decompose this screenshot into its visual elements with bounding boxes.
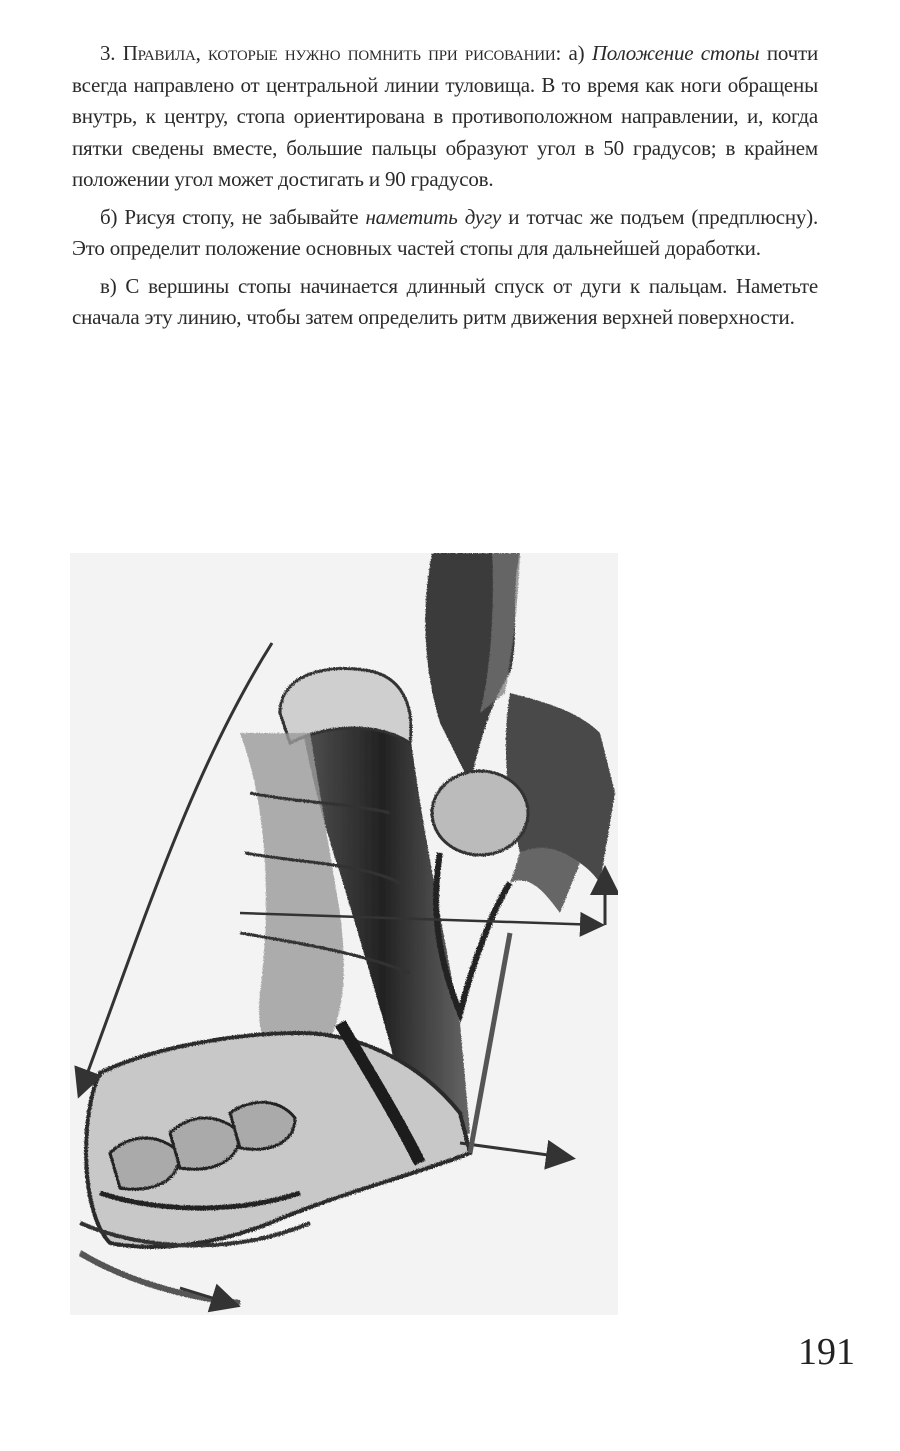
paragraph-b-text: и тотчас же подъем (предплюсну). Это определит положение основных частей стопы для дальнейшей доработки. <box>72 204 818 260</box>
paragraph-rule-3 <box>72 38 818 196</box>
paragraph-a-text: почти всегда направлено от центральной линии туловища. В то время как ноги обращены внутрь, к центру, стопа ориентирована в противоположном направлении, и, когда пятки сведены вместе, большие пальцы образуют угол в 50 градусов; в крайнем положении угол может достигать и 90 градусов. <box>72 41 818 191</box>
emphasis-foot-position: Положение стопы <box>591 41 760 65</box>
paragraph-b-intro: б) Рисуя стопу, не забывайте <box>100 204 366 229</box>
paragraph-c: в) С вершины стопы начинается длинный спуск от дуги к пальцам. Наметьте сначала эту линию, чтобы затем определить ритм движения верхней поверхности. <box>72 273 818 329</box>
body-text <box>72 38 818 340</box>
item-a-marker: а) <box>561 41 592 65</box>
rule-heading: 3. Правила, которые нужно помнить при рисовании: <box>100 41 562 65</box>
page-number: 191 <box>798 1331 855 1373</box>
paragraph-b <box>72 202 818 265</box>
foot-drawing <box>40 553 618 1315</box>
emphasis-arc: наметить дугу <box>365 204 502 229</box>
